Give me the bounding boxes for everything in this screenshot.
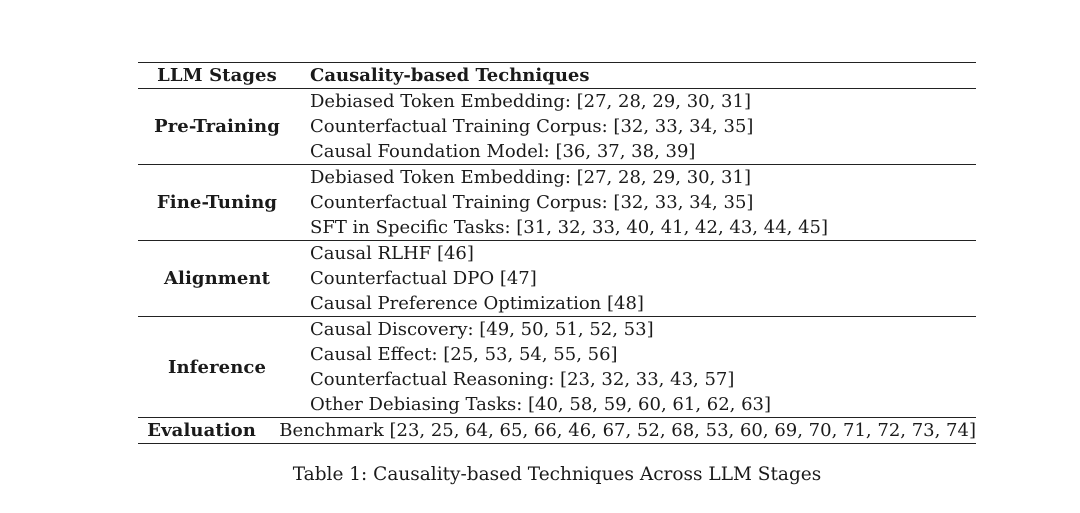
technique-entry: Benchmark [23, 25, 64, 65, 66, 46, 67, 52, 68, 53, 60, 69, 70, 71, 72, 73, 74] (279, 420, 976, 441)
stage-group-row (138, 241, 976, 316)
techniques-cell (296, 165, 976, 240)
techniques-cell (296, 89, 976, 164)
technique-entry: Other Debiasing Tasks: [40, 58, 59, 60, 61, 62, 63] (310, 394, 772, 415)
table-header-row (138, 63, 976, 88)
techniques-cell (296, 317, 976, 417)
table-body (138, 88, 976, 444)
stage-cell: Evaluation (147, 420, 256, 441)
stage-group-row (138, 165, 976, 240)
technique-entry: Causal Effect: [25, 53, 54, 55, 56] (310, 344, 618, 365)
technique-entry: Causal RLHF [46] (310, 243, 474, 264)
technique-entry: Counterfactual DPO [47] (310, 268, 537, 289)
technique-entry: Causal Foundation Model: [36, 37, 38, 39] (310, 141, 696, 162)
stage-group-row (138, 89, 976, 164)
technique-entry: Causal Discovery: [49, 50, 51, 52, 53] (310, 319, 654, 340)
stage-cell: Alignment (163, 268, 271, 289)
stage-group-row (138, 418, 976, 443)
stage-cell: Fine-Tuning (156, 192, 278, 213)
bottom-rule (138, 443, 976, 444)
technique-entry: Counterfactual Training Corpus: [32, 33, 34, 35] (310, 116, 754, 137)
technique-entry: Counterfactual Reasoning: [23, 32, 33, 43, 57] (310, 369, 735, 390)
stage-cell: Inference (167, 356, 267, 378)
techniques-cell (265, 418, 976, 443)
technique-entry: SFT in Specific Tasks: [31, 32, 33, 40, 41, 42, 43, 44, 45] (310, 217, 829, 238)
technique-entry: Causal Preference Optimization [48] (310, 293, 644, 314)
header-techniques-cell: Causality-based Techniques (310, 65, 590, 86)
technique-entry: Debiased Token Embedding: [27, 28, 29, 30, 31] (310, 167, 751, 188)
technique-entry: Counterfactual Training Corpus: [32, 33, 34, 35] (310, 192, 754, 213)
table-caption: Table 1: Causality-based Techniques Across LLM Stages (292, 464, 822, 485)
stage-cell: Pre-Training (154, 116, 280, 137)
stage-group-row (138, 317, 976, 417)
technique-entry: Debiased Token Embedding: [27, 28, 29, 30, 31] (310, 91, 751, 112)
header-stage-cell: LLM Stages (157, 65, 277, 86)
techniques-cell (296, 241, 976, 316)
techniques-table (138, 62, 976, 444)
